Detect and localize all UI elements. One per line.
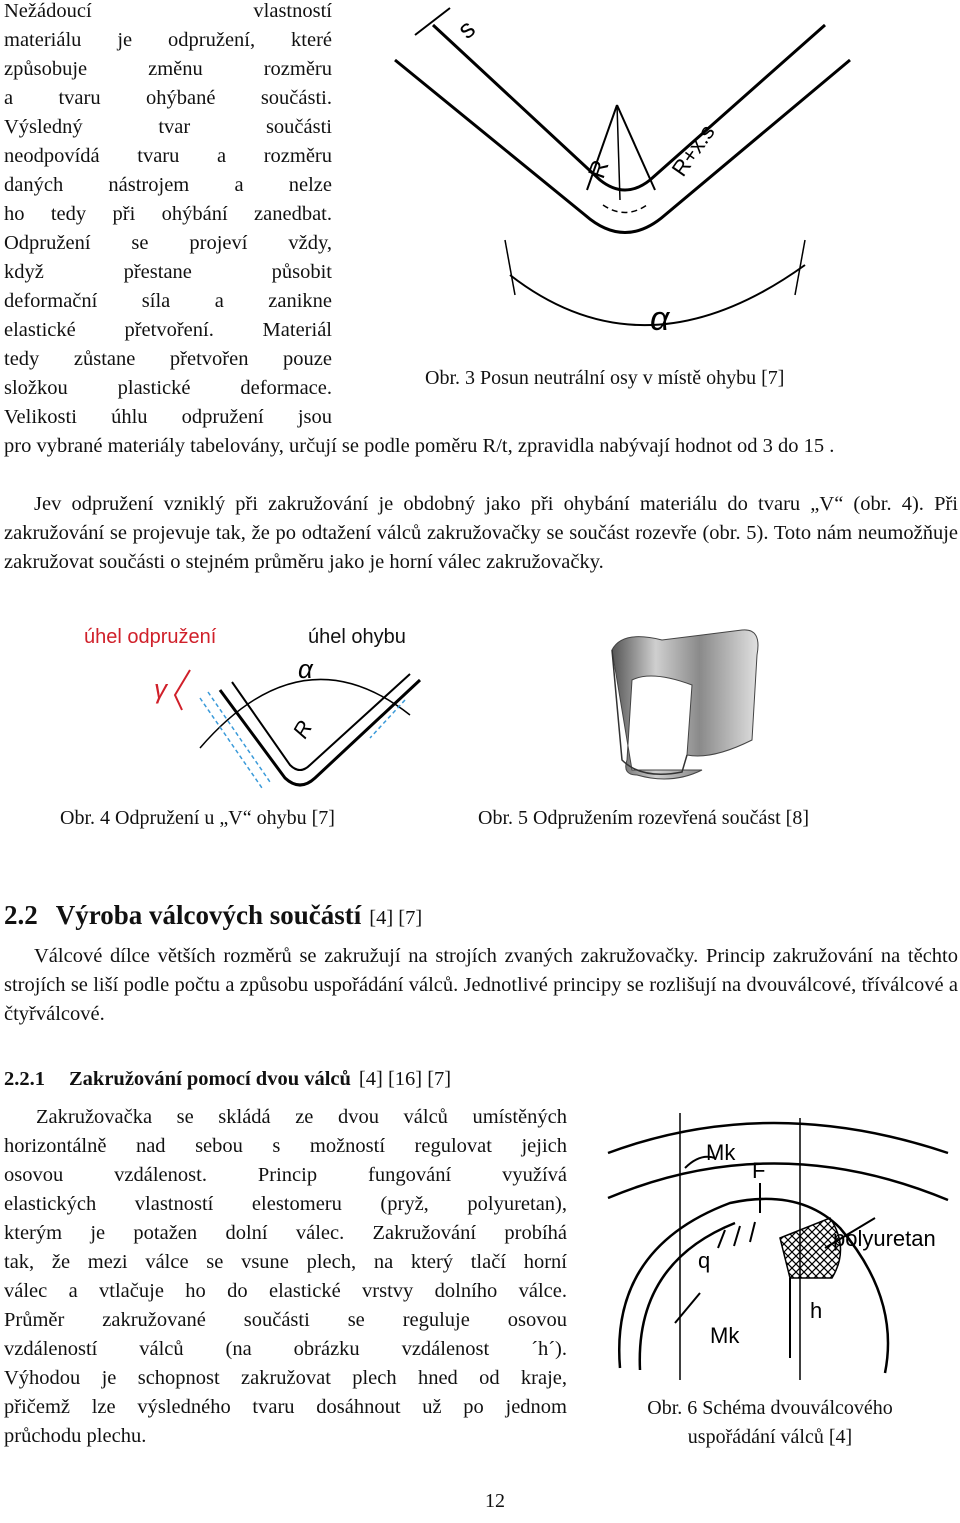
intro-column — [4, 0, 332, 432]
section-2-2-1-line: přičemž lze výsledného tvaru dosáhnout už po jednom — [4, 1396, 567, 1418]
page-number: 12 — [485, 1490, 505, 1512]
bend-angle-label: úhel ohybu — [308, 626, 406, 648]
intro-line: elastické přetvoření. Materiál — [4, 319, 332, 341]
section-2-2-body: Válcové dílce větších rozměrů se zakružují na strojích zvaných zakružovačky. Princip zakružování na těchto strojích se liší podle počtu a způsobu uspořádání válců. Jednotlivé principy se rozlišují na dvouválcové, tříválcové a čtyřválcové. — [4, 945, 958, 1025]
section-2-2-1-line: horizontálně nad sebou s možností regulovat jejich — [4, 1135, 567, 1157]
label-gamma: γ — [154, 674, 167, 704]
subsection-number: 2.2.1 — [4, 1068, 45, 1090]
intro-line: materiálu je odpružení, které — [4, 29, 332, 51]
neutral-axis-diagram — [355, 0, 915, 345]
section-2-2-1-line: válec a vtlačuje ho do elastické vrstvy dolního válce. — [4, 1280, 567, 1302]
springback-angle-label: úhel odpružení — [84, 626, 217, 648]
figure-5 — [592, 610, 772, 790]
label-s: s — [451, 13, 481, 45]
figure-4-caption: Obr. 4 Odpružení u „V“ ohybu [7] — [60, 807, 335, 829]
intro-line: Odpružení se projeví vždy, — [4, 232, 332, 254]
section-2-2-1-line: průchodu plechu. — [4, 1425, 147, 1447]
intro-line: když přestane působit — [4, 261, 332, 283]
figure-6-caption-line1: Obr. 6 Schéma dvouválcového — [647, 1397, 893, 1419]
figure-4 — [80, 620, 450, 795]
label-h: h — [810, 1298, 823, 1323]
section-2-2-1-line: elastických vlastností elestomeru (pryž, polyuretan), — [4, 1193, 567, 1215]
intro-line: způsobuje změnu rozměru — [4, 58, 332, 80]
intro-line: deformační síla a zanikne — [4, 290, 332, 312]
section-2-2-1-body — [4, 1103, 567, 1451]
figure-3 — [355, 0, 915, 345]
label-alpha: α — [650, 300, 670, 338]
intro-line: Nežádoucí vlastností — [4, 0, 332, 22]
intro-continuation: pro vybrané materiály tabelovány, určují se podle poměru R/t, zpravidla nabývají hodnot od 3 do 15 . — [4, 435, 835, 457]
figure-6-caption-line2: uspořádání válců [4] — [687, 1426, 853, 1448]
figure-6 — [600, 1108, 960, 1380]
subsection-title: Zakružování pomocí dvou válců — [69, 1068, 351, 1090]
section-2-2-1-line: Výhodou je schopnost zakružovat plech hned od kraje, — [4, 1367, 567, 1389]
springback-paragraph: Jev odpružení vzniklý při zakružování je obdobný jako při ohybání materiálu do tvaru „V“ (obr. 4). Při zakružování se projevuje tak, že po odtažení válců zakružovačky se součást rozevře (obr. 5). Toto nám neumožňuje zakružovat součásti o stejném průměru jako je horní válec zakružovačky. — [4, 493, 958, 573]
two-roll-diagram — [600, 1108, 960, 1380]
section-2-2-1-line: vzdáleností válců (na obrázku vzdálenost ´h´). — [4, 1338, 567, 1360]
intro-line: ho tedy při ohýbání zanedbat. — [4, 203, 332, 225]
section-2-2-1-line: Zakružovačka se skládá ze dvou válců umístěných — [36, 1106, 567, 1128]
label-alpha-4: α — [298, 654, 313, 684]
label-r: R — [583, 156, 615, 183]
label-q: q — [698, 1248, 711, 1273]
intro-line: tedy zůstane přetvořen pouze — [4, 348, 332, 370]
section-title: Výroba válcových součástí — [55, 900, 362, 930]
intro-line: neodpovídá tvaru a rozměru — [4, 145, 332, 167]
figure-6-caption — [590, 1394, 950, 1452]
label-mk-bottom: Mk — [710, 1323, 740, 1348]
label-r-4: R — [287, 716, 318, 743]
intro-line: Velikosti úhlu odpružení jsou — [4, 406, 332, 428]
figure-3-caption: Obr. 3 Posun neutrální osy v místě ohybu [7] — [425, 367, 785, 389]
figure-5-caption: Obr. 5 Odpružením rozevřená součást [8] — [478, 807, 809, 829]
label-polyuretan: polyuretan — [833, 1226, 936, 1251]
intro-line: a tvaru ohýbané součásti. — [4, 87, 332, 109]
subsection-refs: [4] [16] [7] — [358, 1068, 452, 1090]
section-2-2-heading — [4, 900, 422, 931]
section-2-2-1-heading — [4, 1068, 451, 1091]
opened-cylinder-image — [592, 610, 772, 790]
intro-line: daných nástrojem a nelze — [4, 174, 332, 196]
label-mk-top: Mk — [706, 1140, 736, 1165]
intro-text — [4, 0, 332, 432]
intro-line: Výsledný tvar součásti — [4, 116, 332, 138]
section-2-2-1-line: Průměr zakružované součásti se reguluje osovou — [4, 1309, 567, 1331]
v-bend-diagram — [80, 620, 450, 795]
section-2-2-1-line: kterým je potažen dolní válec. Zakružování probíhá — [4, 1222, 567, 1244]
label-f: F — [752, 1158, 766, 1183]
intro-line: složkou plastické deformace. — [4, 377, 332, 399]
section-2-2-1-line: tak, že mezi válce se vsune plech, na který tlačí horní — [4, 1251, 567, 1273]
section-2-2-1-line: osovou vzdálenost. Princip fungování využívá — [4, 1164, 567, 1186]
label-rxs: R+x.s — [666, 119, 720, 181]
section-number: 2.2 — [4, 900, 38, 930]
section-refs: [4] [7] — [369, 907, 423, 929]
